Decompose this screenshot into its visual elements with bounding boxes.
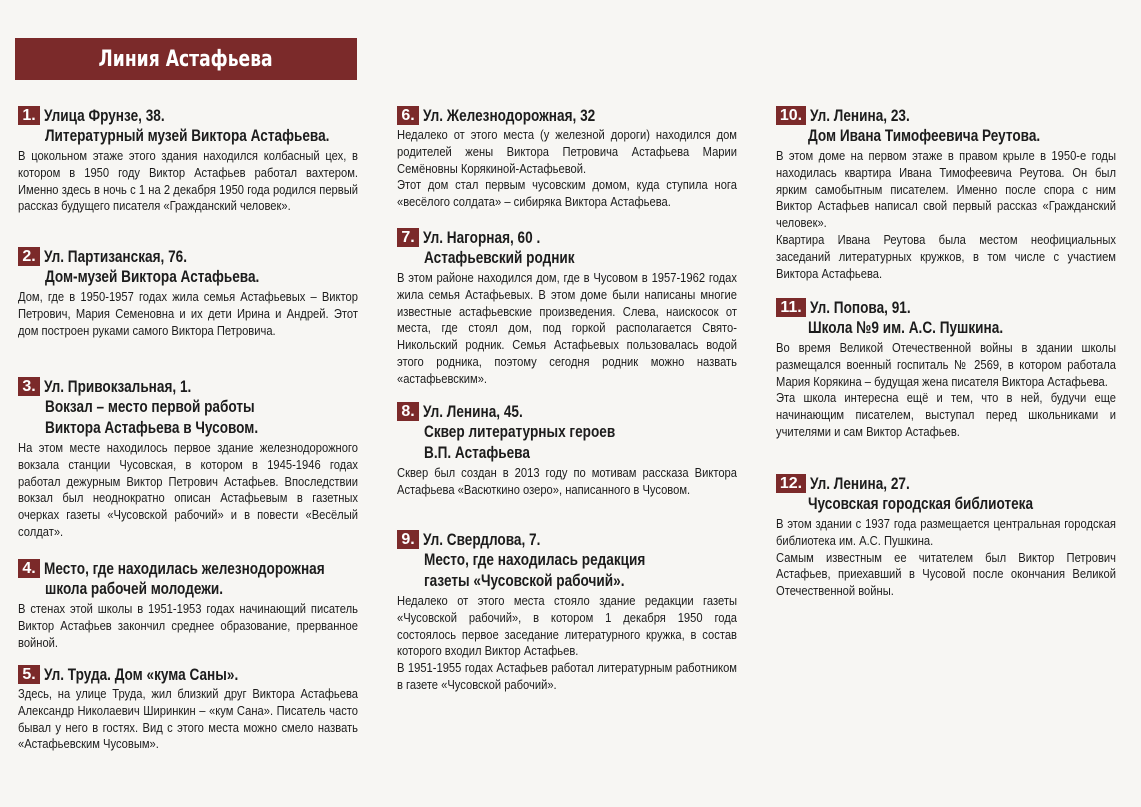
- stop-address: Ул. Свердлова, 7.: [423, 530, 541, 549]
- stop-number-badge: 3.: [18, 377, 40, 396]
- description-paragraph: Квартира Ивана Реутова была местом неофициальных заседаний литературных кружков, в том числе с участием Виктора Астафьева.: [776, 231, 1116, 281]
- stop-address: Улица Фрунзе, 38.: [44, 106, 165, 125]
- stop-header: [397, 402, 737, 421]
- stop-header: [397, 530, 737, 549]
- description-paragraph: В этом районе находился дом, где в Чусовом в 1957-1962 годах жила семья Астафьевых. В этом доме были написаны многие известные астафьевские произведения. Слева, наискосок от места, где стоял дом, под горкой располагается Свято-Никольский родник. Семья Астафьевых пользовалась водой этого родника, поэтому сегодня родник можно назвать «астафьевским».: [397, 270, 737, 386]
- stop-description: [18, 289, 358, 339]
- stop-number-badge: 4.: [18, 559, 40, 578]
- stop-header: [18, 559, 358, 578]
- stop-title: Литературный музей Виктора Астафьева.: [45, 126, 330, 145]
- stop-address: Ул. Ленина, 45.: [423, 402, 523, 421]
- description-paragraph: Во время Великой Отечественной войны в здании школы размещался военный госпиталь № 2569, в котором работала Мария Корякина – будущая жена писателя Виктора Астафьева.: [776, 340, 1116, 389]
- stop-description: [397, 465, 737, 499]
- stop-number-badge: 12.: [776, 474, 806, 493]
- stop-title: Астафьевский родник: [424, 248, 575, 267]
- stop-description: [397, 593, 737, 694]
- page-title: Линия Астафьева: [98, 46, 274, 72]
- stop-header: [397, 106, 737, 125]
- stop-header: [18, 106, 358, 125]
- description-paragraph: Недалеко от этого места стояло здание редакции газеты «Чусовской рабочий», в котором 1 декабря 1950 года состоялось первое заседание литературного кружка, в состав которого входил Виктор Астафьев.: [397, 593, 737, 659]
- route-stop: [18, 247, 358, 339]
- stop-address: Ул. Ленина, 23.: [810, 106, 910, 125]
- route-stop: [397, 530, 737, 694]
- stop-address: Ул. Труда. Дом «кума Саны».: [44, 665, 239, 684]
- route-stop: [776, 298, 1116, 441]
- stop-address: Ул. Привокзальная, 1.: [44, 377, 192, 396]
- route-stop: [18, 559, 358, 651]
- stop-address: Ул. Нагорная, 60 .: [423, 228, 541, 247]
- stop-address: Место, где находилась железнодорожная: [44, 559, 325, 578]
- stop-address: Ул. Железнодорожная, 32: [423, 106, 596, 125]
- stop-number-badge: 8.: [397, 402, 419, 421]
- route-stop: [397, 228, 737, 388]
- description-paragraph: Самым известным ее читателем был Виктор Петрович Астафьев, приехавший в Чусовой после окончания Великой Отечественной войны.: [776, 549, 1116, 599]
- stop-number-badge: 11.: [776, 298, 806, 317]
- stop-title: Вокзал – место первой работы: [45, 397, 255, 416]
- route-stop: [18, 377, 358, 541]
- stop-description: [18, 440, 358, 541]
- title-banner: [15, 38, 357, 80]
- stop-description: [18, 686, 358, 753]
- stop-title: Школа №9 им. А.С. Пушкина.: [808, 318, 1004, 337]
- stop-title: Сквер литературных героев: [424, 422, 616, 441]
- route-stop: [397, 402, 737, 499]
- stop-header: [18, 665, 358, 684]
- description-paragraph: В стенах этой школы в 1951-1953 годах начинающий писатель Виктор Астафьев закончил среднее образование, прерванное войной.: [18, 601, 358, 650]
- description-paragraph: Этот дом стал первым чусовским домом, куда ступила нога «весёлого солдата» – сибиряка Виктора Астафьева.: [397, 177, 737, 210]
- stop-title: школа рабочей молодежи.: [45, 579, 223, 598]
- description-paragraph: Здесь, на улице Труда, жил близкий друг Виктора Астафьева Александр Николаевич Ширинкин – «кум Сана». Писатель часто бывал у него в гостях. Вид с этого места можно смело назвать «Астафьевским Чусовым».: [18, 686, 358, 752]
- stop-address: Ул. Партизанская, 76.: [44, 247, 187, 266]
- stop-address: Ул. Попова, 91.: [810, 298, 911, 317]
- stop-title: Дом Ивана Тимофеевича Реутова.: [808, 126, 1041, 145]
- description-paragraph: На этом месте находилось первое здание железнодорожного вокзала станции Чусовская, в котором в 1945-1946 годах работал дежурным Виктор Петрович Астафьев. Впоследствии вокзал был неоднократно описан Астафьевым в газетных очерках газеты «Чусовской рабочий» и в повести «Весёлый солдат».: [18, 440, 358, 539]
- stop-title: Дом-музей Виктора Астафьева.: [45, 267, 260, 286]
- stop-description: [18, 601, 358, 651]
- stop-description: [18, 148, 358, 215]
- route-stop: [397, 106, 737, 211]
- route-stop: [18, 665, 358, 753]
- stop-header: [776, 298, 1116, 317]
- stop-description: [776, 516, 1116, 600]
- stop-header: [18, 247, 358, 266]
- stop-description: [397, 127, 737, 211]
- route-stop: [18, 106, 358, 215]
- stop-number-badge: 2.: [18, 247, 40, 266]
- stop-title: газеты «Чусовской рабочий».: [424, 571, 625, 590]
- stop-header: [776, 106, 1116, 125]
- route-stop: [776, 474, 1116, 600]
- stop-header: [776, 474, 1116, 493]
- stop-description: [776, 340, 1116, 441]
- stop-number-badge: 6.: [397, 106, 419, 125]
- stop-description: [776, 148, 1116, 282]
- stop-title: Место, где находилась редакция: [424, 550, 646, 569]
- description-paragraph: Дом, где в 1950-1957 годах жила семья Астафьевых – Виктор Петрович, Мария Семеновна и их дети Ирина и Андрей. Этот дом построен руками самого Виктора Петровича.: [18, 289, 358, 338]
- stop-description: [397, 270, 737, 388]
- stop-number-badge: 1.: [18, 106, 40, 125]
- description-paragraph: Сквер был создан в 2013 году по мотивам рассказа Виктора Астафьева «Васюткино озеро», написанного в Чусовом.: [397, 465, 737, 497]
- route-stop: [776, 106, 1116, 282]
- stop-number-badge: 7.: [397, 228, 419, 247]
- description-paragraph: В этом здании с 1937 года размещается центральная городская библиотека им. А.С. Пушкина.: [776, 516, 1116, 548]
- stop-number-badge: 9.: [397, 530, 419, 549]
- stop-header: [18, 377, 358, 396]
- stop-title: В.П. Астафьева: [424, 443, 530, 462]
- description-paragraph: Недалеко от этого места (у железной дороги) находился дом родителей жены Виктора Петровича Астафьева Марии Семёновны Корякиной-Астафьевой.: [397, 127, 737, 176]
- stop-header: [397, 228, 737, 247]
- description-paragraph: В 1951-1955 годах Астафьев работал литературным работником в газете «Чусовской рабочий».: [397, 660, 737, 692]
- description-paragraph: В этом доме на первом этаже в правом крыле в 1950-е годы находилась квартира Ивана Тимофеевича Реутова. Он был ярким самобытным писателем. Именно после спора с ним Виктор Астафьев написал свой первый рассказ «Гражданский человек».: [776, 148, 1116, 231]
- stop-title: Чусовская городская библиотека: [808, 494, 1034, 513]
- stop-number-badge: 5.: [18, 665, 40, 684]
- stop-address: Ул. Ленина, 27.: [810, 474, 910, 493]
- stop-title: Виктора Астафьева в Чусовом.: [45, 418, 259, 437]
- description-paragraph: Эта школа интересна ещё и тем, что в ней, будучи еще начинающим писателем, выступал перед школьниками и учителями и сам Виктор Астафьев.: [776, 390, 1116, 439]
- description-paragraph: В цокольном этаже этого здания находился колбасный цех, в котором в 1950 году Виктор Астафьев работал вахтером. Именно здесь в ночь с 1 на 2 декабря 1950 года родился первый рассказ будущего писателя «Гражданский человек».: [18, 148, 358, 214]
- stop-number-badge: 10.: [776, 106, 806, 125]
